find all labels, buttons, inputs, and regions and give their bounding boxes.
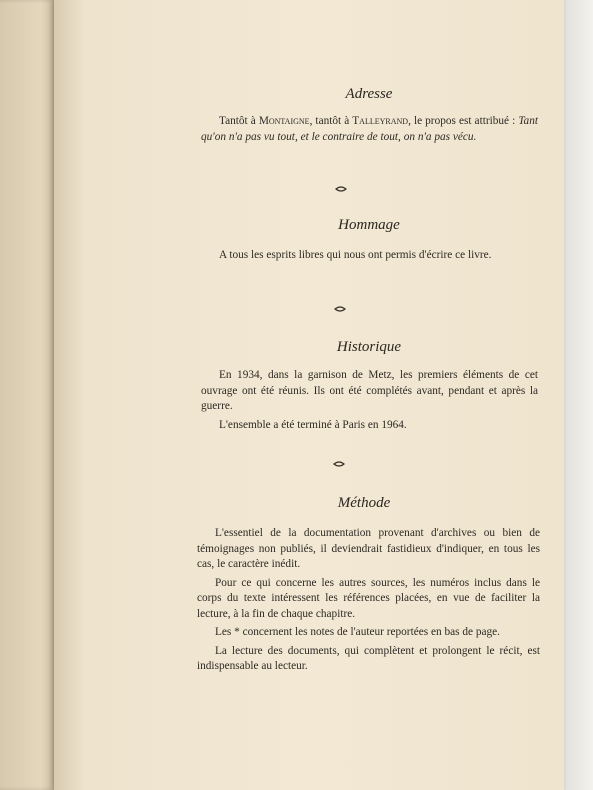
methode-p4: La lecture des documents, qui complètent et prolongent le récit, est indispensable au lecteur. xyxy=(197,644,540,672)
section-title-methode: Méthode xyxy=(337,495,391,511)
historique-p1: En 1934, dans la garnison de Metz, les premiers éléments de cet ouvrage ont été réunis. Ils ont été complétés avant, pendant et après la guerre. xyxy=(201,369,538,412)
methode-p2: Pour ce qui concerne les autres sources, les numéros inclus dans le corps du texte intéressent les références placées, en vue de faciliter la lecture, à la fin de chaque chapitre. xyxy=(197,576,540,620)
adresse-name-montaigne: Montaigne xyxy=(258,115,310,127)
adresse-paragraph xyxy=(201,114,538,145)
methode-paragraph xyxy=(197,526,540,675)
fleuron-icon xyxy=(333,460,345,468)
adresse-name-talleyrand: Talleyrand xyxy=(352,115,409,127)
fleuron-icon xyxy=(334,305,346,313)
section-title-hommage: Hommage xyxy=(338,217,400,233)
adresse-quote: Tant qu'on n'a pas vu tout, et le contraire de tout, on n'a pas vécu. xyxy=(201,115,538,143)
hommage-paragraph xyxy=(201,248,538,264)
methode-p3: Les * concernent les notes de l'auteur reportées en bas de page. xyxy=(215,626,500,638)
historique-p2: L'ensemble a été terminé à Paris en 1964. xyxy=(219,418,407,431)
adresse-text-mid: , tantôt à xyxy=(309,115,353,127)
book-page xyxy=(54,0,564,790)
previous-page-edge xyxy=(0,0,58,790)
adresse-text-before: Tantôt à xyxy=(219,115,259,127)
section-title-historique: Historique xyxy=(336,339,402,355)
section-title-adresse: Adresse xyxy=(345,86,393,102)
historique-paragraph xyxy=(201,368,538,433)
adresse-text-after: , le propos est attribué : xyxy=(408,115,519,127)
hommage-text: A tous les esprits libres qui nous ont permis d'écrire ce livre. xyxy=(219,249,492,261)
fleuron-icon xyxy=(335,185,347,193)
methode-p1: L'essentiel de la documentation provenant d'archives ou bien de témoignages non publiés, il deviendrait fastidieux d'indiquer, en tous les cas, le caractère inédit. xyxy=(197,527,540,570)
